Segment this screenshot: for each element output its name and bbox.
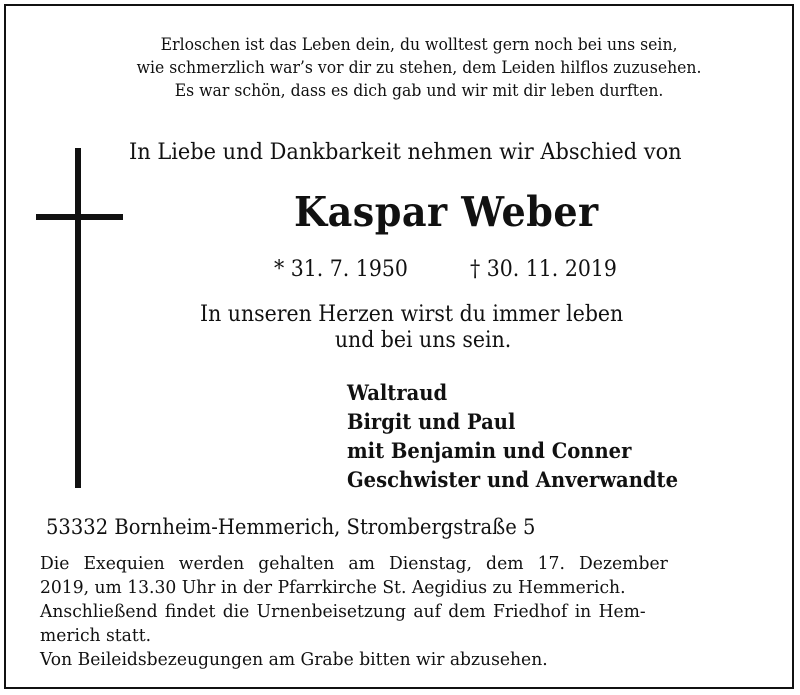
- memorial-motto: [200, 302, 623, 354]
- obituary-notice: [4, 4, 794, 689]
- cross-icon-bar: [36, 214, 123, 220]
- death-date: † 30. 11. 2019: [470, 257, 617, 282]
- cross-icon: [75, 148, 81, 488]
- poem: [6, 34, 800, 103]
- mourner: Birgit und Paul: [347, 409, 516, 434]
- announcement-line: Die Exequien werden gehalten am Dienstag, dem 17. Dezember: [40, 553, 668, 574]
- mourner: Waltraud: [347, 380, 448, 405]
- deceased-name: Kaspar Weber: [294, 188, 599, 236]
- mourners-list: [347, 378, 678, 494]
- funeral-announcement: [40, 552, 697, 672]
- mourner: mit Benjamin und Conner: [347, 438, 632, 463]
- poem-line: Es war schön, dass es dich gab und wir mit dir leben durften.: [174, 81, 664, 101]
- birth-date: * 31. 7. 1950: [274, 257, 408, 282]
- poem-line: Erloschen ist das Leben dein, du wolltest gern noch bei uns sein,: [160, 35, 678, 55]
- poem-line: wie schmerzlich war’s vor dir zu stehen, dem Leiden hilflos zuzusehen.: [136, 58, 702, 78]
- announcement-line: Anschließend findet die Urnenbeisetzung auf dem Friedhof in Hem-: [40, 601, 646, 622]
- announcement-line: Von Beileidsbezeugungen am Grabe bitten wir abzusehen.: [40, 649, 548, 670]
- motto-line: In unseren Herzen wirst du immer leben: [200, 302, 624, 327]
- family-address: 53332 Bornheim-Hemmerich, Strombergstraße 5: [46, 515, 536, 539]
- announcement-line: 2019, um 13.30 Uhr in der Pfarrkirche St. Aegidius zu Hemmerich.: [40, 577, 626, 598]
- announcement-line: merich statt.: [40, 625, 152, 646]
- farewell-intro: In Liebe und Dankbarkeit nehmen wir Abschied von: [129, 140, 682, 165]
- motto-line: und bei uns sein.: [334, 328, 512, 353]
- mourner: Geschwister und Anverwandte: [347, 467, 678, 492]
